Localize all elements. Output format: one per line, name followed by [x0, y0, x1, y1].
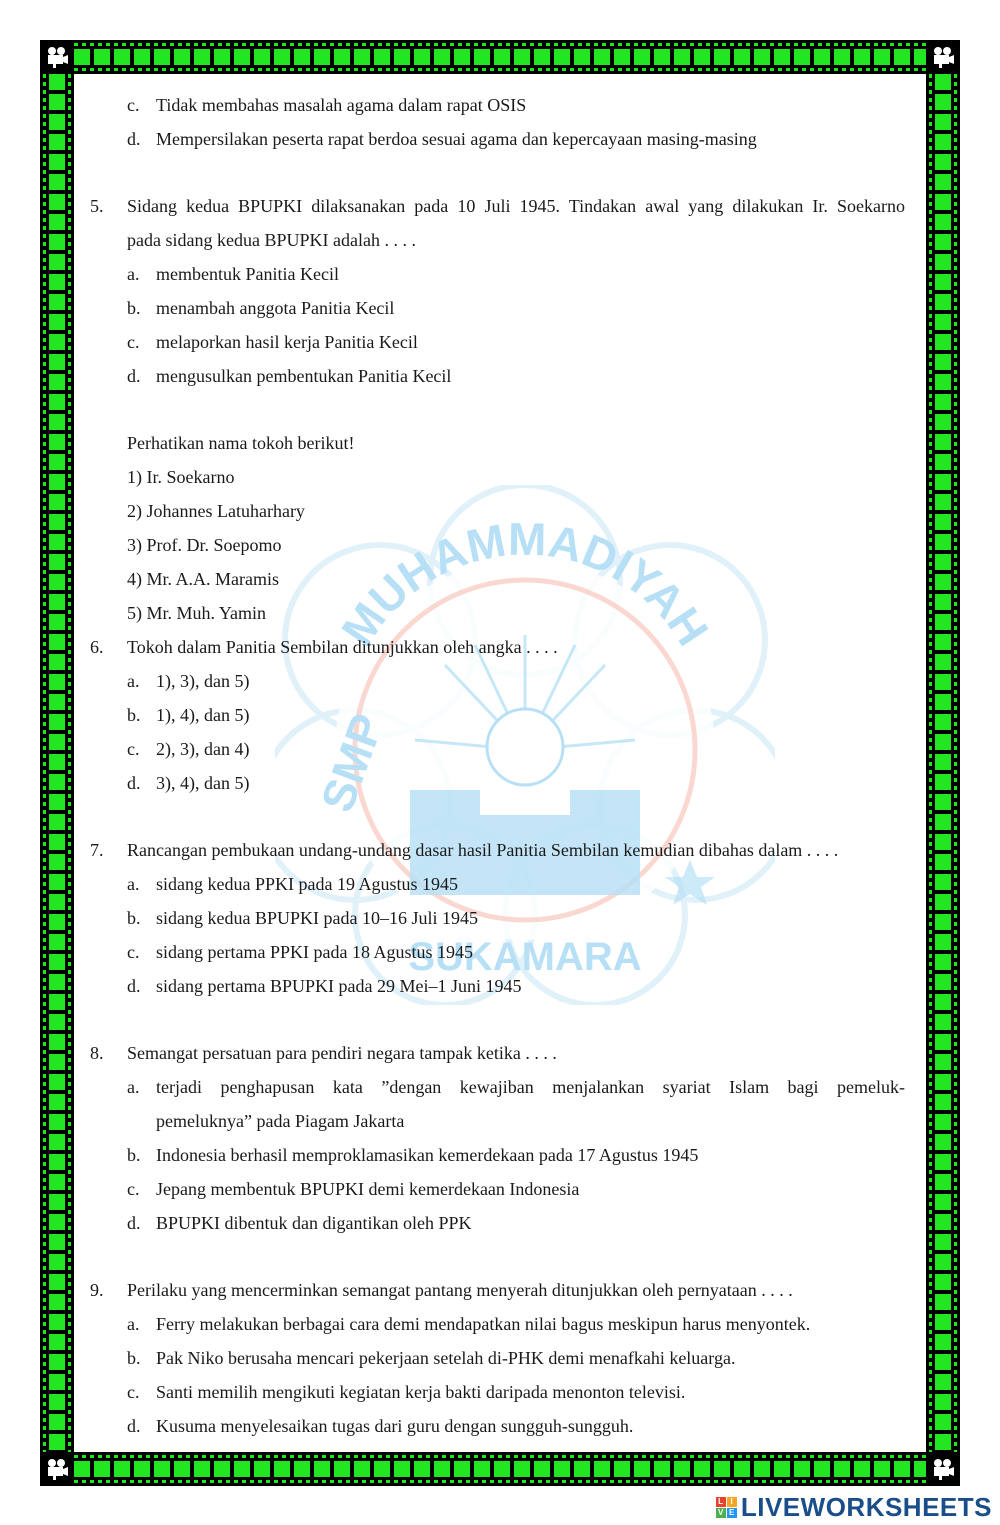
watermark-bottom-text: SUKAMARA: [408, 935, 642, 979]
option-a[interactable]: a. sidang kedua PPKI pada 19 Agustus 1945: [127, 874, 458, 894]
question-6: 6. Tokoh dalam Panitia Sembilan ditunjukkan oleh angka . . . .: [90, 637, 558, 657]
movie-camera-icon: [40, 1452, 74, 1486]
option-a-cont: pemeluknya” pada Piagam Jakarta: [156, 1111, 405, 1131]
question-6-intro: Perhatikan nama tokoh berikut!: [127, 433, 355, 453]
option-c[interactable]: c. sidang pertama PPKI pada 18 Agustus 1945: [127, 942, 473, 962]
option-a[interactable]: a. membentuk Panitia Kecil: [127, 264, 339, 284]
list-item: 1) Ir. Soekarno: [127, 467, 235, 487]
option-c[interactable]: c. Jepang membentuk BPUPKI demi kemerdekaan Indonesia: [127, 1179, 580, 1199]
list-item: 3) Prof. Dr. Soepomo: [127, 535, 282, 555]
option-d[interactable]: d. Kusuma menyelesaikan tugas dari guru dengan sungguh-sungguh.: [127, 1416, 634, 1436]
list-item: 5) Mr. Muh. Yamin: [127, 603, 267, 623]
option-d[interactable]: d. sidang pertama BPUPKI pada 29 Mei–1 Juni 1945: [127, 976, 522, 996]
option-d[interactable]: d. BPUPKI dibentuk dan digantikan oleh PPK: [127, 1213, 472, 1233]
option-d[interactable]: d. mengusulkan pembentukan Panitia Kecil: [127, 366, 452, 386]
question-7: 7. Rancangan pembukaan undang-undang dasar hasil Panitia Sembilan kemudian dibahas dalam . . . .: [90, 840, 839, 860]
question-5: 5. Sidang kedua BPUPKI dilaksanakan pada 10 Juli 1945. Tindakan awal yang dilakukan Ir. Soekarno: [90, 196, 905, 216]
liveworksheets-logo[interactable]: [716, 1493, 992, 1521]
list-item: 4) Mr. A.A. Maramis: [127, 569, 279, 589]
option-d: d. Mempersilakan peserta rapat berdoa sesuai agama dan kepercayaan masing-masing: [127, 129, 757, 149]
question-5-cont: pada sidang kedua BPUPKI adalah . . . .: [127, 230, 416, 250]
option-b[interactable]: b. 1), 4), dan 5): [127, 705, 250, 725]
question-9: 9. Perilaku yang mencerminkan semangat pantang menyerah ditunjukkan oleh pernyataan . . . .: [90, 1280, 793, 1300]
option-a[interactable]: a. 1), 3), dan 5): [127, 671, 250, 691]
worksheet-content: [90, 88, 905, 1443]
movie-camera-icon: [926, 40, 960, 74]
liveworksheets-badge-icon: L I V E: [716, 1497, 737, 1518]
option-b[interactable]: b. menambah anggota Panitia Kecil: [127, 298, 395, 318]
option-b[interactable]: b. Indonesia berhasil memproklamasikan kemerdekaan pada 17 Agustus 1945: [127, 1145, 699, 1165]
question-8: 8. Semangat persatuan para pendiri negara tampak ketika . . . .: [90, 1043, 557, 1063]
option-a[interactable]: a. terjadi penghapusan kata ”dengan kewajiban menjalankan syariat Islam bagi pemeluk-: [127, 1077, 905, 1097]
option-c[interactable]: c. 2), 3), dan 4): [127, 739, 250, 759]
watermark-arc-text: MUHAMMADIYAH: [331, 512, 719, 655]
option-b[interactable]: b. sidang kedua BPUPKI pada 10–16 Juli 1945: [127, 908, 478, 928]
option-c[interactable]: c. melaporkan hasil kerja Panitia Kecil: [127, 332, 418, 352]
border-bottom: [40, 1452, 960, 1486]
border-left: [40, 40, 74, 1486]
option-c: c. Tidak membahas masalah agama dalam rapat OSIS: [127, 95, 527, 115]
option-c[interactable]: c. Santi memilih mengikuti kegiatan kerja bakti daripada menonton televisi.: [127, 1382, 686, 1402]
watermark-left-text: SMP: [310, 706, 394, 819]
option-a[interactable]: a. Ferry melakukan berbagai cara demi mendapatkan nilai bagus meskipun harus menyontek.: [127, 1314, 811, 1334]
movie-camera-icon: [926, 1452, 960, 1486]
border-top: [40, 40, 960, 74]
border-right: [926, 40, 960, 1486]
option-d[interactable]: d. 3), 4), dan 5): [127, 773, 250, 793]
option-b[interactable]: b. Pak Niko berusaha mencari pekerjaan setelah di-PHK demi menafkahi keluarga.: [127, 1348, 736, 1368]
list-item: 2) Johannes Latuharhary: [127, 501, 305, 521]
movie-camera-icon: [40, 40, 74, 74]
brand-name: LIVEWORKSHEETS: [740, 1491, 992, 1522]
